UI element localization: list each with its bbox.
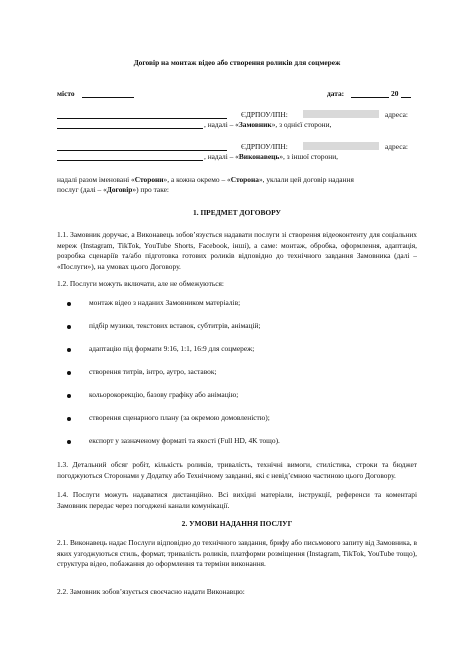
bullet-item-2: підбір музики, текстових вставок, субтитрів, анімацій;	[89, 321, 261, 330]
bullet-dot-6	[67, 417, 71, 421]
customer-role: Замовник	[238, 120, 272, 129]
paragraph-1-2: 1.2. Послуги можуть включати, але не обмежуються:	[57, 279, 224, 288]
executor-role-line	[204, 152, 338, 163]
bullet-dot-2	[67, 325, 71, 329]
city-label: місто	[57, 89, 75, 98]
date-field[interactable]	[351, 89, 389, 102]
executor-edrpou-field[interactable]	[303, 142, 379, 153]
customer-edrpou-label: ЄДРПОУ/ІПН:	[241, 110, 288, 119]
bullet-item-5: кольорокорекцію, базову графіку або анімацію;	[89, 390, 239, 399]
bullet-item-3: адаптацію під формати 9:16, 1:1, 16:9 для соцмереж;	[89, 344, 255, 353]
bullet-dot-1	[67, 302, 71, 306]
customer-edrpou-field[interactable]	[303, 110, 379, 121]
customer-name-field-2[interactable]	[57, 120, 203, 133]
paragraph-1-3: 1.3. Детальний обсяг робіт, кількість роликів, тривалість, технічні вимоги, стилістика, строки та бюджет погоджуються Сторонами у Додатку або Технічному завданні, які є невід’ємною частиною цього Договору.	[57, 460, 417, 480]
paragraph-1-4: 1.4. Послуги можуть надаватися дистанційно. Всі вихідні матеріали, інструкції, референси та коментарі Замовник передає через погоджені канали комунікації.	[57, 490, 417, 510]
bullet-item-4: створення титрів, інтро, аутро, заставок;	[89, 367, 217, 376]
customer-role-line	[204, 120, 331, 131]
intro-line-2: послуг (далі – «Договір») про таке:	[57, 185, 169, 194]
year-prefix: 20	[391, 89, 399, 98]
executor-suffix-pre: , надалі – «	[204, 152, 239, 161]
bullet-item-1: монтаж відео з наданих Замовником матеріалів;	[89, 298, 241, 307]
bullet-dot-5	[67, 394, 71, 398]
paragraph-1-1: 1.1. Замовник доручає, а Виконавець зобов’язується надавати послуги зі створення відеоконтенту для соціальних мереж (Instagram, TikTok, YouTube Shorts, Facebook, інші), а саме: монтаж, обробка, оформлення, адаптація, розробка сценаріїв та/або підготовка готових роликів відповідно до технічного завдання Замовника (далі – «Послуги»), на умовах цього Договору.	[57, 230, 417, 271]
section-1-heading: 1. ПРЕДМЕТ ДОГОВОРУ	[193, 208, 281, 217]
year-field[interactable]	[401, 89, 411, 102]
date-label: дата:	[327, 89, 345, 98]
executor-name-field-2[interactable]	[57, 152, 203, 165]
executor-suffix-post: », з іншої сторони,	[279, 152, 339, 161]
paragraph-2-1: 2.1. Виконавець надає Послуги відповідно до технічного завдання, брифу або письмового запиту від Замовника, в яких узгоджуються стиль, формат, тривалість роликів, платформи розміщення (Instagram, TikTok, YouTube тощо), структура відео, побажання до оформлення та терміни виконання.	[57, 538, 417, 569]
paragraph-2-2: 2.2. Замовник зобов’язується своєчасно надати Виконавцю:	[57, 587, 245, 596]
document-title: Договір на монтаж відео або створення роликів для соцмереж	[133, 58, 341, 67]
bullet-item-6: створення сценарного плану (за окремою домовленістю);	[89, 413, 270, 422]
customer-suffix-post: », з однієї сторони,	[271, 120, 332, 129]
executor-edrpou-label: ЄДРПОУ/ІПН:	[241, 142, 288, 151]
customer-address-label: адреса:	[385, 110, 408, 119]
bullet-dot-7	[67, 440, 71, 444]
bullet-dot-4	[67, 371, 71, 375]
executor-address-label: адреса:	[385, 142, 408, 151]
city-field[interactable]	[82, 89, 134, 102]
section-2-heading: 2. УМОВИ НАДАННЯ ПОСЛУГ	[181, 519, 293, 528]
intro-line-1: надалі разом іменовані «Сторони», а кожна окремо – «Сторона», уклали цей договір надання	[57, 175, 354, 184]
bullet-dot-3	[67, 348, 71, 352]
bullet-item-7: експорт у зазначеному форматі та якості (Full HD, 4K тощо).	[89, 436, 280, 445]
executor-role: Виконавець	[238, 152, 280, 161]
customer-suffix-pre: , надалі – «	[204, 120, 239, 129]
